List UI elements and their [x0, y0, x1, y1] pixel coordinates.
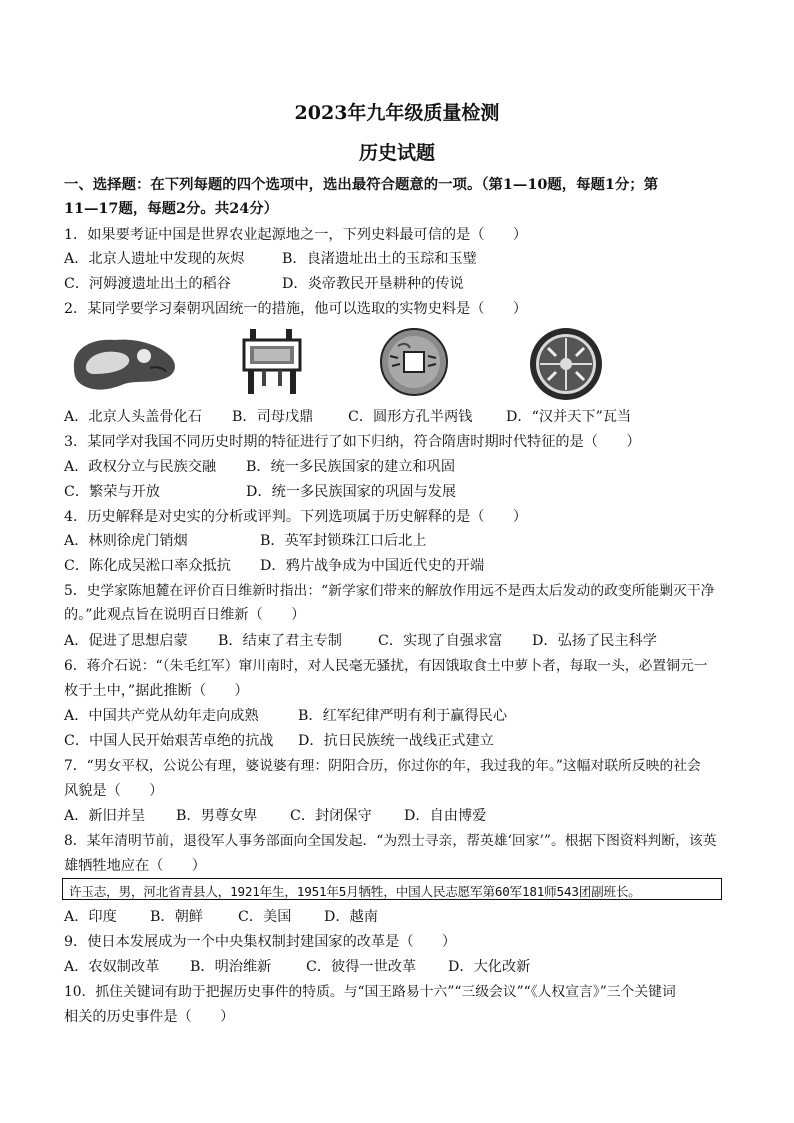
q5-stem-line2: 的。”此观点旨在说明百日维新（ ）	[64, 607, 306, 623]
q8-option-d: D．越南	[324, 909, 378, 925]
q6-stem-line2: 枚于土中，”据此推断（ ）	[64, 683, 249, 699]
q8-stem-line2: 雄牺牲地应在（ ）	[64, 858, 206, 874]
q8-option-b: B．朝鲜	[150, 909, 203, 925]
q5-option-a: A．促进了思想启蒙	[64, 633, 188, 649]
q8-option-a: A．印度	[64, 909, 117, 925]
q3-option-d: D．统一多民族国家的巩固与发展	[246, 484, 457, 500]
q7-option-d: D．自由博爱	[404, 808, 487, 824]
coin-image	[378, 326, 450, 398]
q8-stem-line1: 8．某年清明节前，退役军人事务部面向全国发起．“为烈士寻亲，帮英雄‘回家’”。根据下图资料判断，该英	[64, 833, 717, 849]
q6-option-a: A．中国共产党从幼年走向成熟	[64, 708, 259, 724]
q1-option-c: C．河姆渡遗址出土的稻谷	[64, 276, 231, 292]
q1-option-b: B．良渚遗址出土的玉琮和玉璧	[282, 251, 477, 267]
tile-end-image	[528, 326, 604, 402]
q3-option-b: B．统一多民族国家的建立和巩固	[246, 459, 456, 475]
q4-option-d: D．鸦片战争成为中国近代史的开端	[260, 558, 485, 574]
q10-stem-line2: 相关的历史事件是（ ）	[64, 1009, 235, 1025]
q9-option-a: A．农奴制改革	[64, 959, 160, 975]
q8-source-text: 许玉志，男，河北省青县人，1921年生，1951年5月牺牲，中国人民志愿军第60军181师543团副班长。	[69, 884, 641, 899]
q4-stem: 4．历史解释是对史实的分析或评判。下列选项属于历史解释的是（ ）	[64, 509, 528, 525]
skull-fossil-image	[66, 328, 184, 398]
q2-option-b: B．司母戊鼎	[232, 409, 314, 425]
q3-option-a: A．政权分立与民族交融	[64, 459, 217, 475]
q2-stem: 2．某同学要学习秦朝巩固统一的措施，他可以选取的实物史料是（ ）	[64, 301, 528, 317]
q7-option-b: B．男尊女卑	[176, 808, 258, 824]
section-instructions-line2: 11—17题，每题2分。共24分）	[64, 200, 278, 217]
q6-stem-line1: 6．蒋介石说：“（朱毛红军）窜川南时，对人民毫无骚扰，有因饿取食土中萝卜者，每取一头，必置铜元一	[64, 658, 708, 674]
q2-option-c: C．圆形方孔半两钱	[348, 409, 473, 425]
q10-stem-line1: 10．抓住关键词有助于把握历史事件的特质。与“国王路易十六”“三级会议”“《人权宣言》”三个关键词	[64, 984, 676, 1000]
q4-option-a: A．林则徐虎门销烟	[64, 533, 188, 549]
q1-option-d: D．炎帝教民开垦耕种的传说	[282, 276, 464, 292]
q2-option-a: A．北京人头盖骨化石	[64, 409, 202, 425]
q9-option-b: B．明治维新	[190, 959, 272, 975]
q7-stem-line2: 风貌是（ ）	[64, 783, 164, 799]
q5-option-b: B．结束了君主专制	[218, 633, 342, 649]
q2-option-d: D．“汉并天下”瓦当	[506, 409, 632, 425]
q3-option-c: C．繁荣与开放	[64, 484, 160, 500]
q1-stem: 1．如果要考证中国是世界农业起源地之一，下列史料最可信的是（ ）	[64, 227, 528, 243]
q9-option-c: C．彼得一世改革	[306, 959, 417, 975]
q3-stem: 3．某同学对我国不同历史时期的特征进行了如下归纳，符合隋唐时期时代特征的是（ ）	[64, 434, 641, 450]
q9-option-d: D．大化改新	[448, 959, 531, 975]
q6-option-c: C．中国人民开始艰苦卓绝的抗战	[64, 733, 274, 749]
q5-option-d: D．弘扬了民主科学	[532, 633, 657, 649]
q7-stem-line1: 7．“男女平权，公说公有理，婆说婆有理：阴阳合历，你过你的年，我过我的年。”这幅对联所反映的社会	[64, 758, 701, 774]
q7-option-a: A．新旧并呈	[64, 808, 146, 824]
q5-stem-line1: 5．史学家陈旭麓在评价百日维新时指出：“新学家们带来的解放作用远不是西太后发动的政变所能剿灭干净	[64, 583, 715, 599]
q4-option-b: B．英军封锁珠江口后北上	[260, 533, 427, 549]
q7-option-c: C．封闭保守	[290, 808, 372, 824]
q8-source-box	[62, 878, 722, 900]
q6-option-b: B．红军纪律严明有利于赢得民心	[298, 708, 508, 724]
exam-subtitle: 历史试题	[358, 142, 435, 164]
cauldron-image	[240, 326, 304, 398]
q6-option-d: D．抗日民族统一战线正式建立	[298, 733, 494, 749]
q9-stem: 9．使日本发展成为一个中央集权制封建国家的改革是（ ）	[64, 934, 457, 950]
exam-title: 2023年九年级质量检测	[294, 102, 500, 124]
q8-option-c: C．美国	[238, 909, 292, 925]
q1-option-a: A．北京人遗址中发现的灰烬	[64, 251, 245, 267]
q5-option-c: C．实现了自强求富	[378, 633, 503, 649]
section-instructions-line1: 一、选择题：在下列每题的四个选项中，选出最符合题意的一项。（第1—10题，每题1分；第	[64, 176, 659, 193]
q4-option-c: C．陈化成吴淞口率众抵抗	[64, 558, 231, 574]
